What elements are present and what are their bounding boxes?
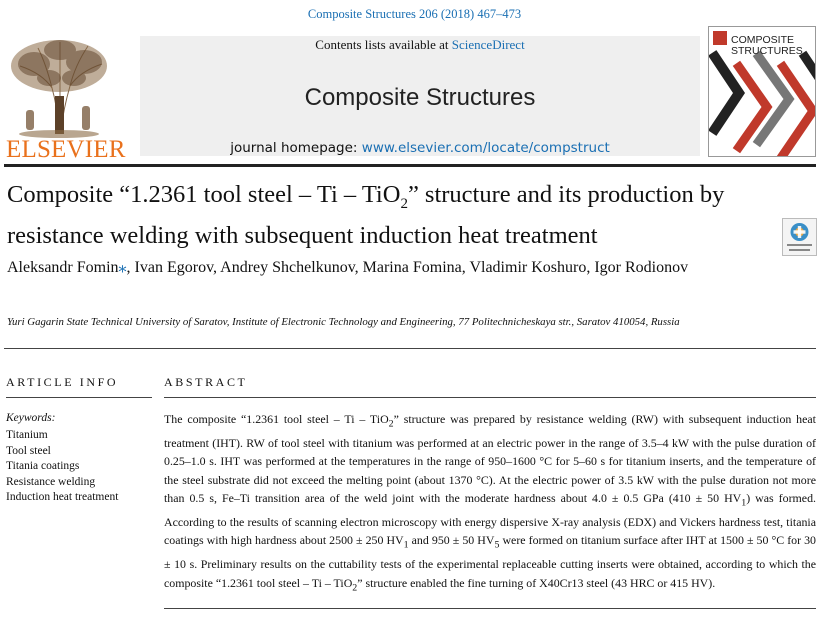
abstract-rule (164, 397, 816, 398)
elsevier-wordmark: ELSEVIER (6, 136, 126, 163)
sciencedirect-link[interactable]: ScienceDirect (451, 37, 525, 52)
keyword-item: Titanium (6, 429, 48, 441)
co-authors: , Ivan Egorov, Andrey Shchelkunov, Marina Fomina, Vladimir Koshuro, Igor Rodionov (126, 259, 689, 276)
abstract-sub: 5 (494, 539, 500, 551)
abstract-text-1: The composite “1.2361 tool steel – Ti – TiO (164, 412, 389, 426)
keyword-item: Resistance welding (6, 475, 96, 488)
author-affiliation: Yuri Gagarin State Technical University of Saratov, Institute of Electronic Technology and Engineering, 77 Politechnicheskaya str., Saratov 410054, Russia (7, 316, 680, 328)
abstract-sub: 2 (352, 582, 358, 594)
abstract-sub: 1 (403, 539, 409, 551)
cover-title-line2: STRUCTURES (731, 45, 803, 57)
homepage-link[interactable]: www.elsevier.com/locate/compstruct (361, 140, 610, 156)
abstract-text-4: and 950 ± 50 HV (408, 533, 495, 548)
article-info-heading: ARTICLE INFO (6, 375, 119, 389)
abstract-sub: 1 (741, 497, 747, 509)
abstract-text-5: were formed on titanium surface after IHT at 1500 ± 50 °C for 30 ± 10 s. Preliminary results on the cuttability tests of the experimental replaceable cutting inserts were obtained, according to which the composite “1.2361 tool steel – Ti – TiO (164, 533, 817, 590)
title-part2: ” structure and its production by resistance welding with subsequent induction heat treatment (7, 181, 725, 249)
keyword-item: Induction heat treatment (6, 491, 119, 503)
abstract-bottom-rule (164, 608, 816, 609)
keyword-list (6, 428, 118, 506)
journal-reference[interactable]: Composite Structures 206 (2018) 467–473 (307, 7, 522, 21)
cover-title-line1: COMPOSITE (731, 34, 795, 46)
article-info-rule (6, 397, 152, 398)
contents-available-line (140, 37, 700, 53)
corresponding-author-mark[interactable]: ⁎ (118, 259, 127, 276)
title-subscript: 2 (400, 195, 408, 212)
paper-title (7, 179, 819, 251)
abstract-text-6: ” structure enabled the fine turning of X40Cr13 steel (43 HRC or 415 HV). (357, 575, 716, 590)
abstract-text-3: ) was formed. According to the results of scanning electron microscopy with energy dispersive X-ray analysis (EDX) and Vickers hardness test, titania coatings with high hardness about 2500 ± 250 HV (164, 491, 816, 548)
abstract-text-2: ” structure was prepared by resistance welding (RW) with subsequent induction heat treatment (IHT). RW of tool steel with titanium was performed at an electric power in the range of 3.5–4 kW with the pulse duration of 0.25–1.0 s. IHT was performed at the temperatures in the range of 950–1600 °C for 5–60 s for titanium inserts, and the temperature of the steel substrate did not exceed the melting point (about 1370 °C). At the electric power of 3.5 kW with the pulse duration not more than 0.5 s, Fe–Ti transition area of the weld joint with the moderate hardness about 4.0 ± 0.5 GPa (410 ± 50 HV (164, 412, 816, 506)
author-list (7, 257, 797, 279)
abstract-body (164, 410, 816, 598)
contents-prefix: Contents lists available at (315, 37, 452, 52)
homepage-prefix: journal homepage: (230, 140, 362, 156)
journal-title: Composite Structures (304, 84, 536, 111)
title-part1: Composite “1.2361 tool steel – Ti – TiO (7, 181, 401, 208)
abstract-sub: 2 (388, 418, 394, 430)
keyword-item: Tool steel (6, 444, 51, 457)
keywords-label: Keywords: (6, 412, 56, 424)
header-rule (4, 164, 816, 167)
corresponding-author[interactable]: Aleksandr Fomin (7, 259, 119, 276)
crossmark-icon[interactable] (782, 218, 817, 256)
abstract-heading: ABSTRACT (164, 375, 248, 389)
journal-homepage-line (140, 140, 700, 156)
journal-cover-thumbnail[interactable] (708, 26, 816, 157)
keyword-item: Titania coatings (6, 460, 80, 472)
section-rule (4, 348, 816, 349)
cover-title (731, 35, 803, 57)
